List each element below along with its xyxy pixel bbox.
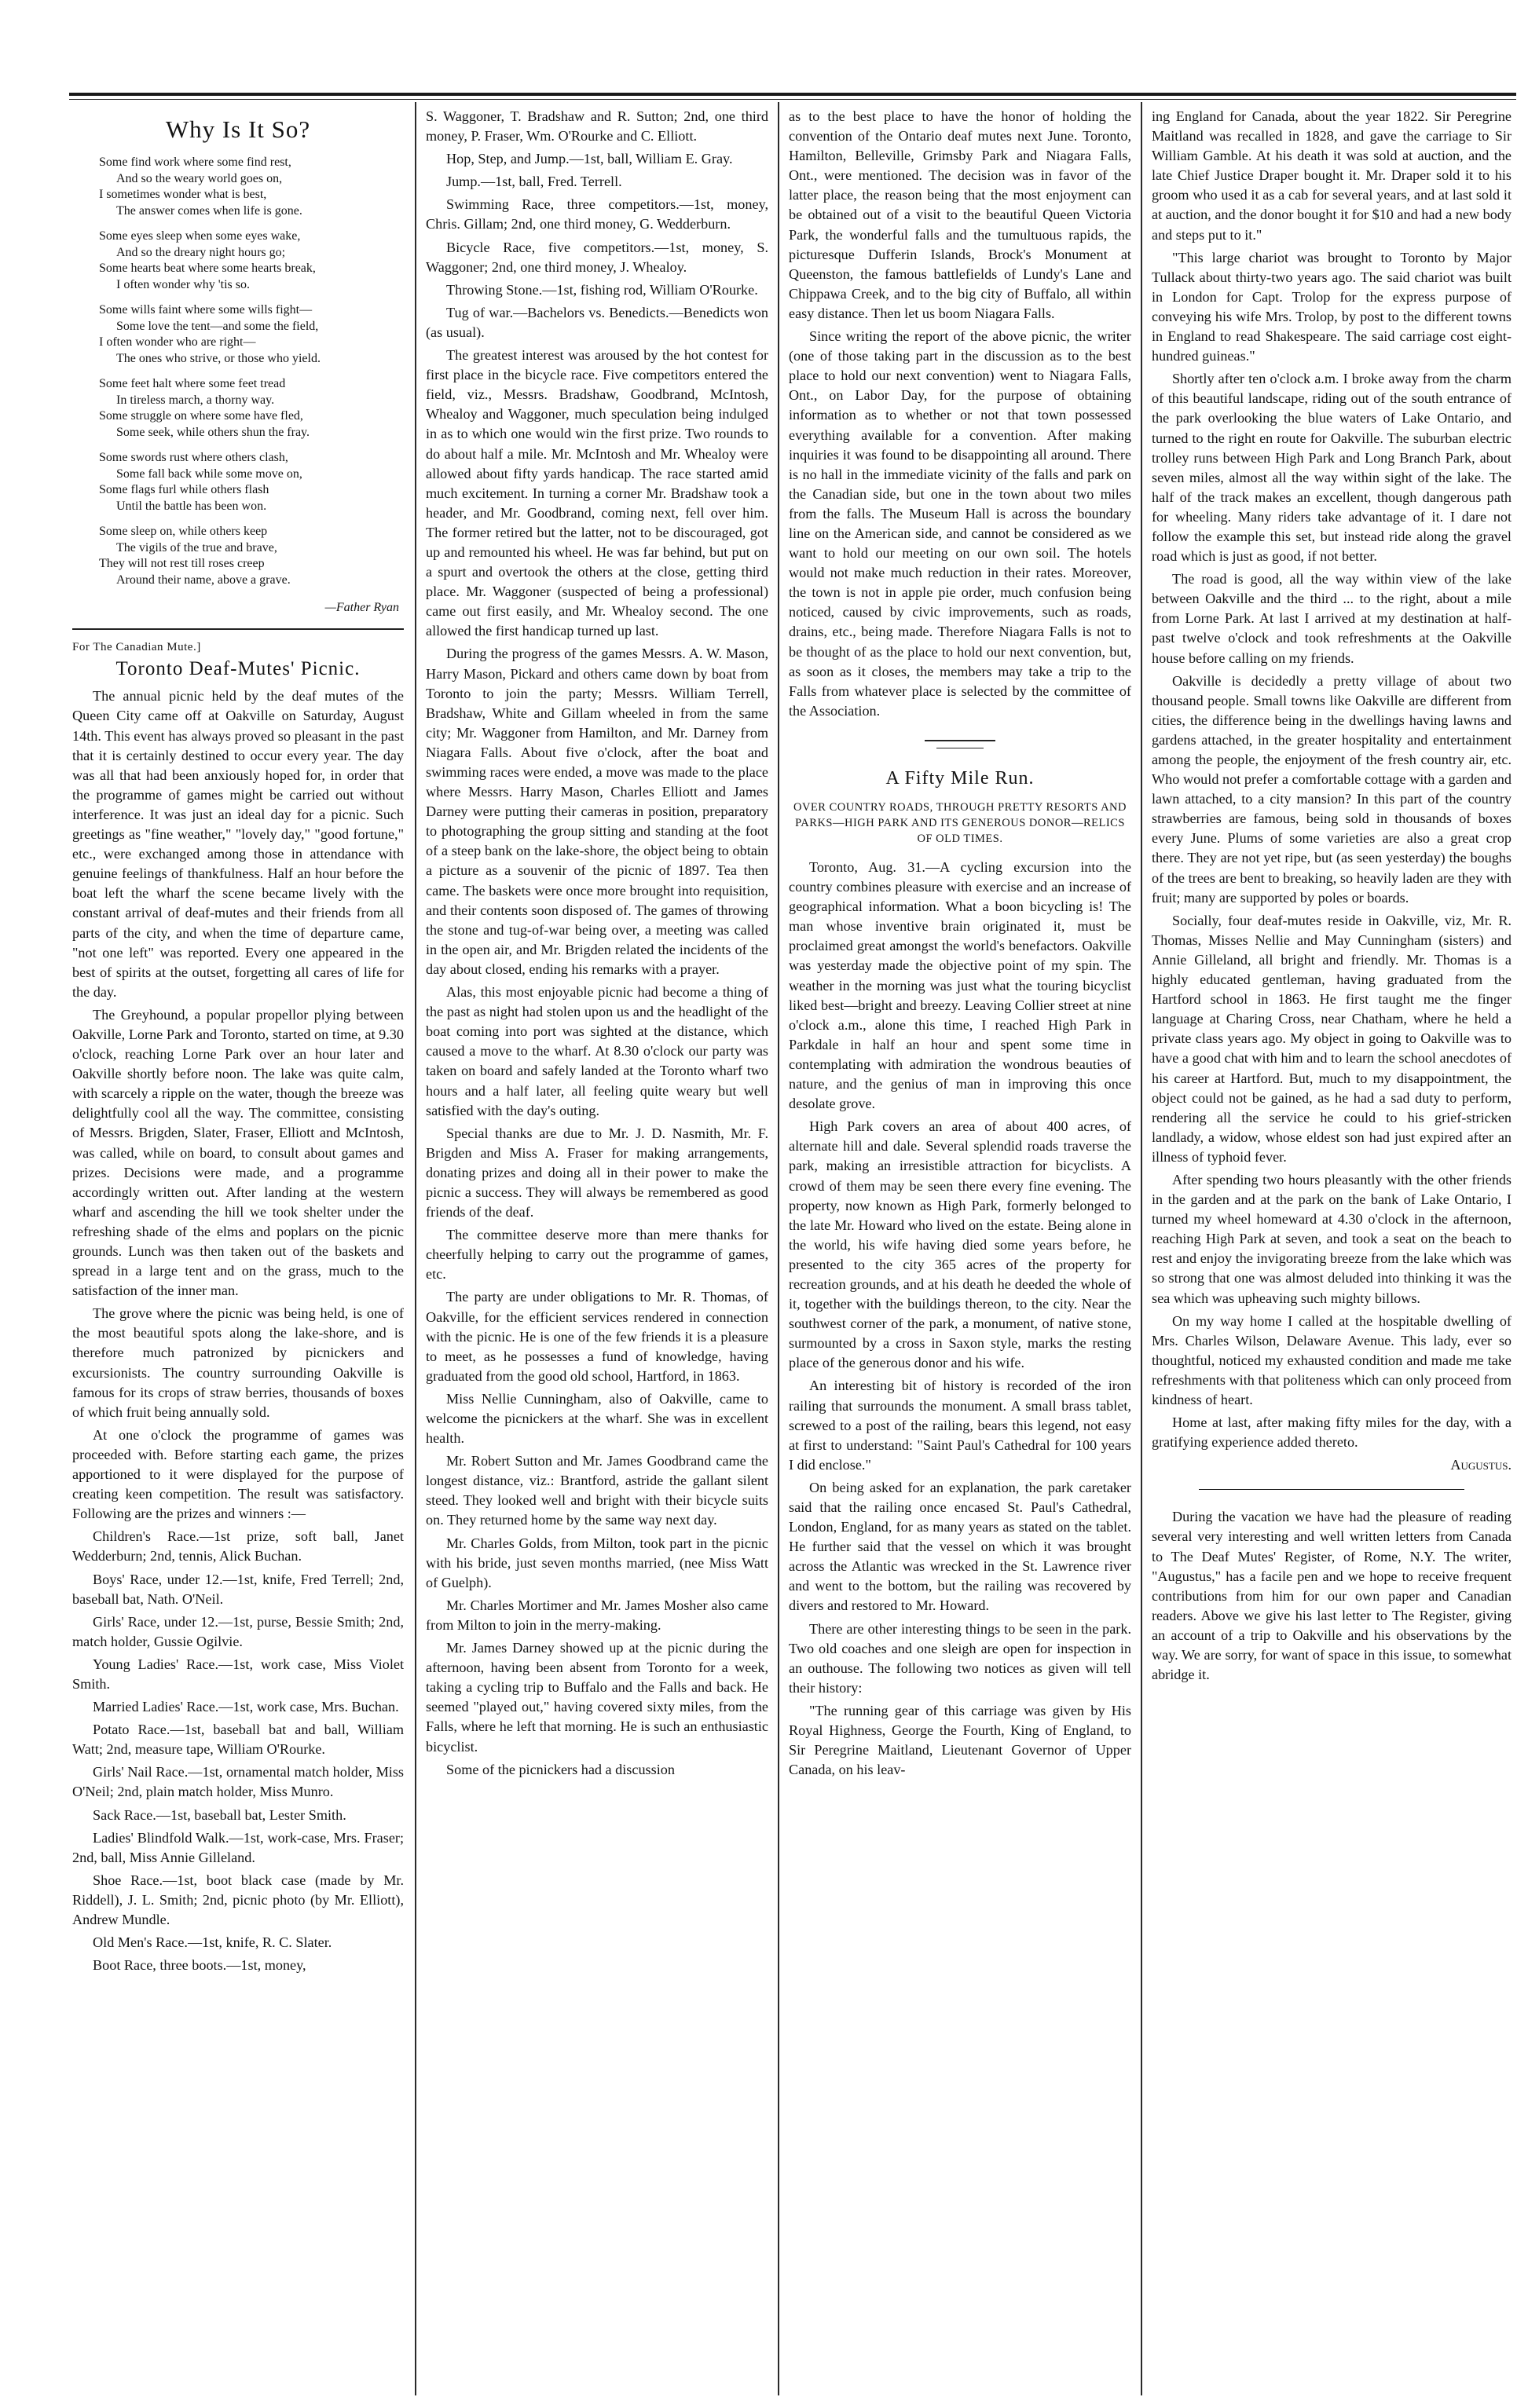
poem-line: Some fall back while some move on, [116, 467, 302, 481]
paragraph: Married Ladies' Race.—1st, work case, Mrs. Buchan. [93, 1699, 399, 1715]
poem-title: Why Is It So? [165, 115, 311, 143]
poem-stanza [99, 302, 404, 367]
poem-line: Some seek, while others shun the fray. [116, 425, 310, 439]
paragraph: Throwing Stone.—1st, fishing rod, William O'Rourke. [446, 281, 758, 298]
article-source: For The Canadian Mute.] [72, 641, 201, 654]
poem-stanza [99, 450, 404, 514]
paragraph: On being asked for an explanation, the park caretaker said that the railing once encased St. Paul's Cathedral, London, England, for as many years as stated on the tablet. He further said that the vessel on which it was brought across the Atlantic was wrecked in the St. Lawrence river and went to the bottom, but the railing was recovered by divers and restored to Mr. Howard. [789, 1479, 1131, 1614]
fifty-mile-subheadline: OVER COUNTRY ROADS, THROUGH PRETTY RESORTS AND PARKS—HIGH PARK AND ITS GENEROUS DONOR—RELICS OF OLD TIMES. [793, 801, 1127, 845]
paragraph: Boot Race, three boots.—1st, money, [93, 1957, 306, 1974]
paragraph: Alas, this most enjoyable picnic had become a thing of the past as night had stolen upon us and the headlight of the boat coming into port was sighted at the distance, which caused a move to the wharf. At 8.30 o'clock our party was taken on board and safely landed at the Toronto wharf two hours and a half later, all feeling quite weary but well satisfied with the day's outing. [426, 984, 768, 1118]
poem-line: Some hearts beat where some hearts break, [99, 262, 316, 276]
paragraph: The party are under obligations to Mr. R. Thomas, of Oakville, for the efficient services rendered in connection with the picnic. He is one of the few friends it is a pleasure to meet, as he possesses a fund of knowledge, having graduated from the good old school, Hartford, in 1863. [426, 1289, 768, 1384]
poem-line: I often wonder who are right— [99, 335, 256, 349]
paragraph: Jump.—1st, ball, Fred. Terrell. [446, 174, 622, 190]
paragraph: Mr. Robert Sutton and Mr. James Goodbrand came the longest distance, viz.: Brantford, astride the gallant silent steed. They looked well and bright with their bicycle suits on. They returned home by the same way next day. [426, 1453, 768, 1528]
paragraph: Girls' Race, under 12.—1st, purse, Bessie Smith; 2nd, match holder, Gussie Ogilvie. [72, 1613, 404, 1649]
poem-line: Some struggle on where some have fled, [99, 409, 303, 423]
poem-line: Some feet halt where some feet tread [99, 377, 286, 391]
paragraph: Hop, Step, and Jump.—1st, ball, William E. Gray. [446, 151, 733, 167]
paragraph: Swimming Race, three competitors.—1st, money, Chris. Gillam; 2nd, one third money, G. Wedderburn. [426, 196, 768, 232]
paragraph: The road is good, all the way within view of the lake between Oakville and the third ... to the right, about a mile from Lorne Park. At last I arrived at my destination at half-past twelve o'clock and took refreshments at the Oakville house before calling on my friends. [1152, 571, 1512, 666]
poem-line: Around their name, above a grave. [116, 573, 291, 587]
paragraph: Tug of war.—Bachelors vs. Benedicts.—Benedicts won (as usual). [426, 304, 768, 340]
editor-note: During the vacation we have had the pleasure of reading several very interesting and well written letters from Canada to The Deaf Mutes' Register, of Rome, N.Y. The writer, "Augustus," has a facile pen and we hope to receive frequent contributions from him for our own paper and Canadian readers. Above we give his last letter to The Register, giving an account of a trip to Oakville and his observations by the way. We are sorry, for want of space in this issue, to somewhat abridge it. [1152, 1509, 1512, 1683]
poem-line: The vigils of the true and brave, [116, 540, 277, 554]
paragraph: Sack Race.—1st, baseball bat, Lester Smith. [93, 1806, 346, 1823]
paragraph: Mr. James Darney showed up at the picnic during the afternoon, having been absent from Toronto for a week, taking a cycling trip to Buffalo and the Falls and back. He seemed "played out," having covered sixty miles, from the Falls, where he left that morning. He is such an enthusiastic bicyclist. [426, 1640, 768, 1755]
picnic-text-col1 [72, 686, 404, 1975]
poem-line: Some eyes sleep when some eyes wake, [99, 229, 301, 243]
poem-line: Some flags furl while others flash [99, 483, 269, 497]
paragraph: Young Ladies' Race.—1st, work case, Miss Violet Smith. [72, 1656, 404, 1692]
column-4 [1152, 107, 1512, 2392]
paragraph: as to the best place to have the honor of holding the convention of the Ontario deaf mutes next June. Toronto, Hamilton, Belleville, Grimsby Park and Niagara Falls, Ont., were mentioned. The decision was in favor of the latter place, the reason being that the most enjoyment can be obtained out of a visit to the beautiful Queen Victoria Park, the wonderful falls and the tumultuous rapids, the picturesque Dufferin Islands, Brock's Monument at Queenston, the famous battlefields of Lundy's Lane and Chippawa Creek, and to the big city of Buffalo, all within easy distance. Then let us boom Niagara Falls. [789, 108, 1131, 321]
poem-line: Some wills faint where some wills fight— [99, 303, 313, 317]
paragraph: Potato Race.—1st, baseball bat and ball, William Watt; 2nd, measure tape, William O'Rourke. [72, 1722, 404, 1758]
paragraph: ing England for Canada, about the year 1822. Sir Peregrine Maitland was recalled in 1828, and gave the carriage to Sir William Gamble. At his death it was sold at auction, and the late Chief Justice Draper bought it. Mr. Draper sold it to his groom who used it as a cab for several years, and at last sold it at auction, and the donor bought it for $10 and had a new body and steps put to it." [1152, 108, 1512, 243]
picnic-text-col3 [789, 107, 1131, 721]
paragraph: Children's Race.—1st prize, soft ball, Janet Wedderburn; 2nd, tennis, Alick Buchan. [72, 1528, 404, 1564]
paragraph: The annual picnic held by the deaf mutes of the Queen City came off at Oakville on Saturday, August 14th. This event has always proved so pleasant in the past that it is certainly destined to occur every year. The day was all that had been anxiously hoped for, in order that the programme of games might be carried out without interference. It was just an ideal day for a picnic. Such greetings as "fine weather," "lovely day," "good fortune," etc., were exchanged among those in attendance with genuine feelings of thankfulness. Half an hour before the boat left the wharf the scene became lively with the constant arrival of deaf-mutes and their friends from all parts of the city, and when the time of departure came, "not one left" was reported. Every one appeared in the best of spirits at the outset, forgetting all cares of life for the day. [72, 688, 404, 1000]
fifty-mile-headline: A Fifty Mile Run. [885, 767, 1035, 789]
section-divider-note [1199, 1489, 1464, 1490]
paragraph: Old Men's Race.—1st, knife, R. C. Slater. [93, 1934, 332, 1951]
paragraph: Shoe Race.—1st, boot black case (made by Mr. Riddell), J. L. Smith; 2nd, picnic photo (by Mr. Elliott), Andrew Mundle. [72, 1872, 404, 1927]
poem-line: The ones who strive, or those who yield. [116, 351, 321, 365]
paragraph: At one o'clock the programme of games was proceeded with. Before starting each game, the prizes apportioned to it were displayed for the purpose of creating keen competition. The result was satisfactory. Following are the prizes and winners :— [72, 1426, 404, 1522]
picnic-headline: Toronto Deaf-Mutes' Picnic. [115, 658, 361, 680]
paragraph: On my way home I called at the hospitable dwelling of Mrs. Charles Wilson, Delaware Avenue. This lady, ever so thoughtful, noticed my exhausted condition and made me take refreshments with that politeness which can only proceed from kindness of heart. [1152, 1312, 1512, 1407]
fifty-mile-signature: Augustus. [1450, 1457, 1512, 1473]
paragraph: Miss Nellie Cunningham, also of Oakville, came to welcome the picnickers at the wharf. She was in excellent health. [426, 1390, 768, 1447]
poem-line: Some swords rust where others clash, [99, 451, 288, 465]
poem-line: Until the battle has been won. [116, 499, 267, 513]
column-3 [789, 107, 1131, 2392]
poem-line: I often wonder why 'tis so. [116, 277, 250, 291]
poem-stanza [99, 155, 404, 219]
paragraph: Socially, four deaf-mutes reside in Oakville, viz, Mr. R. Thomas, Misses Nellie and May Cunningham (sisters) and Annie Gilleland, all bright and friendly. Mr. Thomas is a highly educated gentleman, having graduated from the Hartford school in 1863. He first taught me the finger language at Charing Cross, near Chatham, where he held a private class years ago. My object in going to Oakville was to have a good chat with him and to learn the school anecdotes of his career at Hartford. But, much to my disappointment, the object could not be gained, as he had a sad duty to perform, rendering all the service he could to his grief-stricken landlady, a widow, whose eldest son had just expired after an illness of typhoid fever. [1152, 912, 1512, 1165]
poem-stanza [99, 229, 404, 293]
paragraph: Girls' Nail Race.—1st, ornamental match holder, Miss O'Neil; 2nd, plain match holder, Miss Munro. [72, 1764, 404, 1800]
paragraph: The greatest interest was aroused by the hot contest for first place in the bicycle race. Five competitors entered the field, viz., Messrs. Bradshaw, Goodbrand, McIntosh, Whealoy and Waggoner, much speculation being indulged in as to which one would win the first prize. Two rounds to do about half a mile. Mr. McIntosh and Mr. Whealoy were allowed about fifty yards handicap. The race started amid much excitement. In turning a corner Mr. Bradshaw took a header, and Mr. Goodbrand, coming next, fell over him. The former retired but the latter, not to be discouraged, got up and remounted his wheel. He was far behind, but put on a spurt and overtook the others at the close, getting third place. Mr. Waggoner (suspected of being a professional) came out first easily, and Mr. Whealoy second. The one allowed the first handicap turned up last. [426, 347, 768, 639]
paragraph: Home at last, after making fifty miles for the day, with a gratifying experience added thereto. [1152, 1414, 1512, 1451]
poem-attribution: —Father Ryan [324, 601, 399, 615]
paragraph: After spending two hours pleasantly with the other friends in the garden and at the park on the bank of Lake Ontario, I turned my wheel homeward at 4.30 o'clock in the afternoon, reaching High Park at seven, and took a seat on the beach to rest and enjoy the invigorating breeze from the lake which was so strong that one was almost deluded into thinking it was the sea which was upheaving such mighty billows. [1152, 1171, 1512, 1306]
paragraph: Mr. Charles Mortimer and Mr. James Mosher also came from Milton to join in the merry-making. [426, 1597, 768, 1633]
paragraph: There are other interesting things to be seen in the park. Two old coaches and one sleigh are open for inspection in an outhouse. The following two notices as given will tell their history: [789, 1620, 1131, 1696]
poem-line: The answer comes when life is gone. [116, 203, 302, 218]
column-1 [72, 107, 404, 2392]
paragraph: High Park covers an area of about 400 acres, of alternate hill and dale. Several splendid roads traverse the park, making an irresistible attraction for bicyclists. A crowd of them may be seen there every fine evening. The property, now known as High Park, formerly belonged to the late Mr. Howard who lived on the estate. Being alone in the world, his wife having died some years before, he presented to the city 365 acres of the property for recreation grounds, and at his death he deeded the whole of it, together with the buildings thereon, to the city. Near the southwest corner of the park, a monument, of native stone, surmounted by a cross in Saxon style, marks the resting place of the generous donor and his wife. [789, 1118, 1131, 1371]
poem-line: They will not rest till roses creep [99, 557, 265, 571]
paragraph: An interesting bit of history is recorded of the iron railing that surrounds the monument. A small brass tablet, screwed to a post of the railing, bears this legend, not easy at first to understand: "Saint Paul's Cathedral for 100 years I did enclose." [789, 1378, 1131, 1473]
column-rule-3 [1141, 102, 1142, 2395]
poem-stanza [99, 376, 404, 441]
poem-line: And so the weary world goes on, [116, 171, 283, 185]
poem-line: Some love the tent—and some the field, [116, 319, 319, 333]
fifty-mile-text-col4 [1152, 107, 1512, 1452]
column-rule-1 [415, 102, 416, 2395]
poem-line: And so the dreary night hours go; [116, 245, 286, 259]
poem-stanza [99, 524, 404, 588]
poem-line: I sometimes wonder what is best, [99, 188, 267, 202]
paragraph: Special thanks are due to Mr. J. D. Nasmith, Mr. F. Brigden and Miss A. Fraser for making arrangements, donating prizes and doing all in their power to make the picnic a success. They will always be remembered as good friends of the deaf. [426, 1125, 768, 1220]
paragraph: S. Waggoner, T. Bradshaw and R. Sutton; 2nd, one third money, P. Fraser, Wm. O'Rourke and C. Elliott. [426, 108, 768, 145]
paragraph: Shortly after ten o'clock a.m. I broke away from the charm of this beautiful landscape, riding out of the south entrance of the park overlooking the blue waters of Lake Ontario, and turned to the right en route for Oakville. The suburban electric trolley runs between High Park and Long Branch Park, about seven miles, almost all the way within sight of the lake. The half of the track makes an excellent, though dangerous path for wheeling. Many riders take advantage of it. I dare not follow the example this set, but instead ride along the gravel road which is just as good, if not better. [1152, 371, 1512, 565]
column-2 [426, 107, 768, 2392]
column-rule-2 [778, 102, 779, 2395]
poem-line: Some sleep on, while others keep [99, 525, 268, 539]
poem-line: In tireless march, a thorny way. [116, 393, 275, 407]
section-divider [72, 628, 404, 630]
paragraph: The grove where the picnic was being held, is one of the most beautiful spots along the lake-shore, and is therefore much patronized by picnickers and excursionists. The country surrounding Oakville is famous for its crops of straw berries, thousands of boxes of which fruit being annually sold. [72, 1305, 404, 1420]
top-rule-thin [69, 99, 1516, 100]
paragraph: Ladies' Blindfold Walk.—1st, work-case, Mrs. Fraser; 2nd, ball, Miss Annie Gilleland. [72, 1829, 404, 1865]
fifty-mile-text-col3 [789, 858, 1131, 1780]
paragraph: Some of the picnickers had a discussion [446, 1761, 675, 1777]
paragraph: Oakville is decidedly a pretty village of about two thousand people. Small towns like Oakville are different from cities, the difference being in the dwellings having lawns and gardens attached, in the greater hospitality and entertainment among the people, the enjoyment of the fresh country air, etc. Who would not prefer a comfortable cottage with a garden and lawn attached, to a city mansion? In this part of the country strawberries are famous, being sold in thousands of boxes every June. Plums of some varieties are also a great crop there. They are not yet ripe, but (as seen yesterday) the boughs of the trees are bent to breaking, so heavily laden are they with fruit; many are supported by poles or boards. [1152, 672, 1512, 906]
top-rule [69, 93, 1516, 96]
poem-body [72, 155, 404, 588]
paragraph: Mr. Charles Golds, from Milton, took part in the picnic with his bride, just seven months married, (nee Miss Watt of Guelph). [426, 1535, 768, 1590]
paragraph: "The running gear of this carriage was given by His Royal Highness, George the Fourth, King of England, to Sir Peregrine Maitland, Lieutenant Governor of Upper Canada, on his leav- [789, 1702, 1131, 1778]
paragraph: Bicycle Race, five competitors.—1st, money, S. Waggoner; 2nd, one third money, J. Whealoy. [426, 239, 768, 275]
paragraph: Boys' Race, under 12.—1st, knife, Fred Terrell; 2nd, baseball bat, Nath. O'Neil. [72, 1571, 404, 1607]
paragraph: During the progress of the games Messrs. A. W. Mason, Harry Mason, Pickard and others came down by boat from Toronto to join the party; Messrs. William Terrell, Bradshaw, White and Gillam wheeled in from the same city; Mr. Waggoner from Hamilton, and Mr. Darney from Niagara Falls. About five o'clock, after the boat and swimming races were ended, a move was made to the place where Messrs. Harry Mason, Charles Elliott and James Darney were putting their cameras in position, preparatory to photographing the group sitting and standing at the foot of a steep bank on the lake-shore, the object being to obtain a picture as a souvenir of the picnic of 1897. Tea then came. The baskets were once more brought into requisition, and their contents soon disposed of. The games of throwing the stone and tug-of-war being over, a meeting was called in the open air, and Mr. Brigden related the incidents of the day about closed, ending his remarks with a prayer. [426, 646, 768, 977]
paragraph: The committee deserve more than mere thanks for cheerfully helping to carry out the programme of games, etc. [426, 1227, 768, 1283]
picnic-text-col2 [426, 107, 768, 1780]
paragraph: "This large chariot was brought to Toronto by Major Tullack about thirty-two years ago. The said chariot was built in London for Capt. Trolop for the express purpose of conveying his wife Mrs. Trolop, by post to the different towns in England to read Shakespeare. The said carriage cost eight-hundred guineas." [1152, 249, 1512, 364]
paragraph: The Greyhound, a popular propellor plying between Oakville, Lorne Park and Toronto, started on time, at 9.30 o'clock, reaching Lorne Park over an hour later and Oakville shortly before noon. The lake was quite calm, with scarcely a ripple on the water, though the breeze was delightfully cool all the way. The committee, consisting of Messrs. Brigden, Slater, Fraser, Elliott and McIntosh, was called, while on board, to consult about games and prizes. Decisions were made, and a programme accordingly written out. After landing at the western wharf and ascending the hill we took shelter under the refreshing shade of the elms and poplars on the picnic grounds. Lunch was then taken out of the baskets and spread in a large tent and on the grass, much to the satisfaction of the inner man. [72, 1006, 404, 1299]
paragraph: Since writing the report of the above picnic, the writer (one of those taking part in the discussion as to the best place to hold our next convention) went to Niagara Falls, Ont., on Labor Day, for the purpose of obtaining information as to whether or not that town possessed everything available for a convention. After making inquiries it was found to be disappointing all around. There is no hall in the immediate vicinity of the falls and park on the Canadian side, but one in the town about two miles from the falls. The Museum Hall is across the boundary line on the American side, and cannot be considered as we want to hold our meeting on our own soil. The hotels would not make much reduction in their rates. Moreover, the town is not in apple pie order, much confusion being noticed, caused by civic improvements, such as roads, drains, etc., being made. Therefore Niagara Falls is not to be thought of as the place to hold our next convention, but, as soon as it closes, the members may take a trip to the Falls from whatever place is selected by the committee of the Association. [789, 328, 1131, 719]
section-divider-short [925, 740, 995, 741]
paragraph: Toronto, Aug. 31.—A cycling excursion into the country combines pleasure with exercise and an increase of geographical information. What a boon bicycling is! The man whose inventive brain originated it, must be proclaimed great amongst the world's benefactors. Oakville was yesterday made the objective point of my spin. The weather in the morning was just what the touring bicyclist liked best—bright and breezy. Leaving Collier street at nine o'clock a.m., alone this time, I reached High Park in Parkdale in half an hour and spent some time in contemplating with admiration the wondrous beauties of nature, and the genius of man in improving this once desolate grove. [789, 859, 1131, 1112]
poem-line: Some find work where some find rest, [99, 156, 291, 170]
